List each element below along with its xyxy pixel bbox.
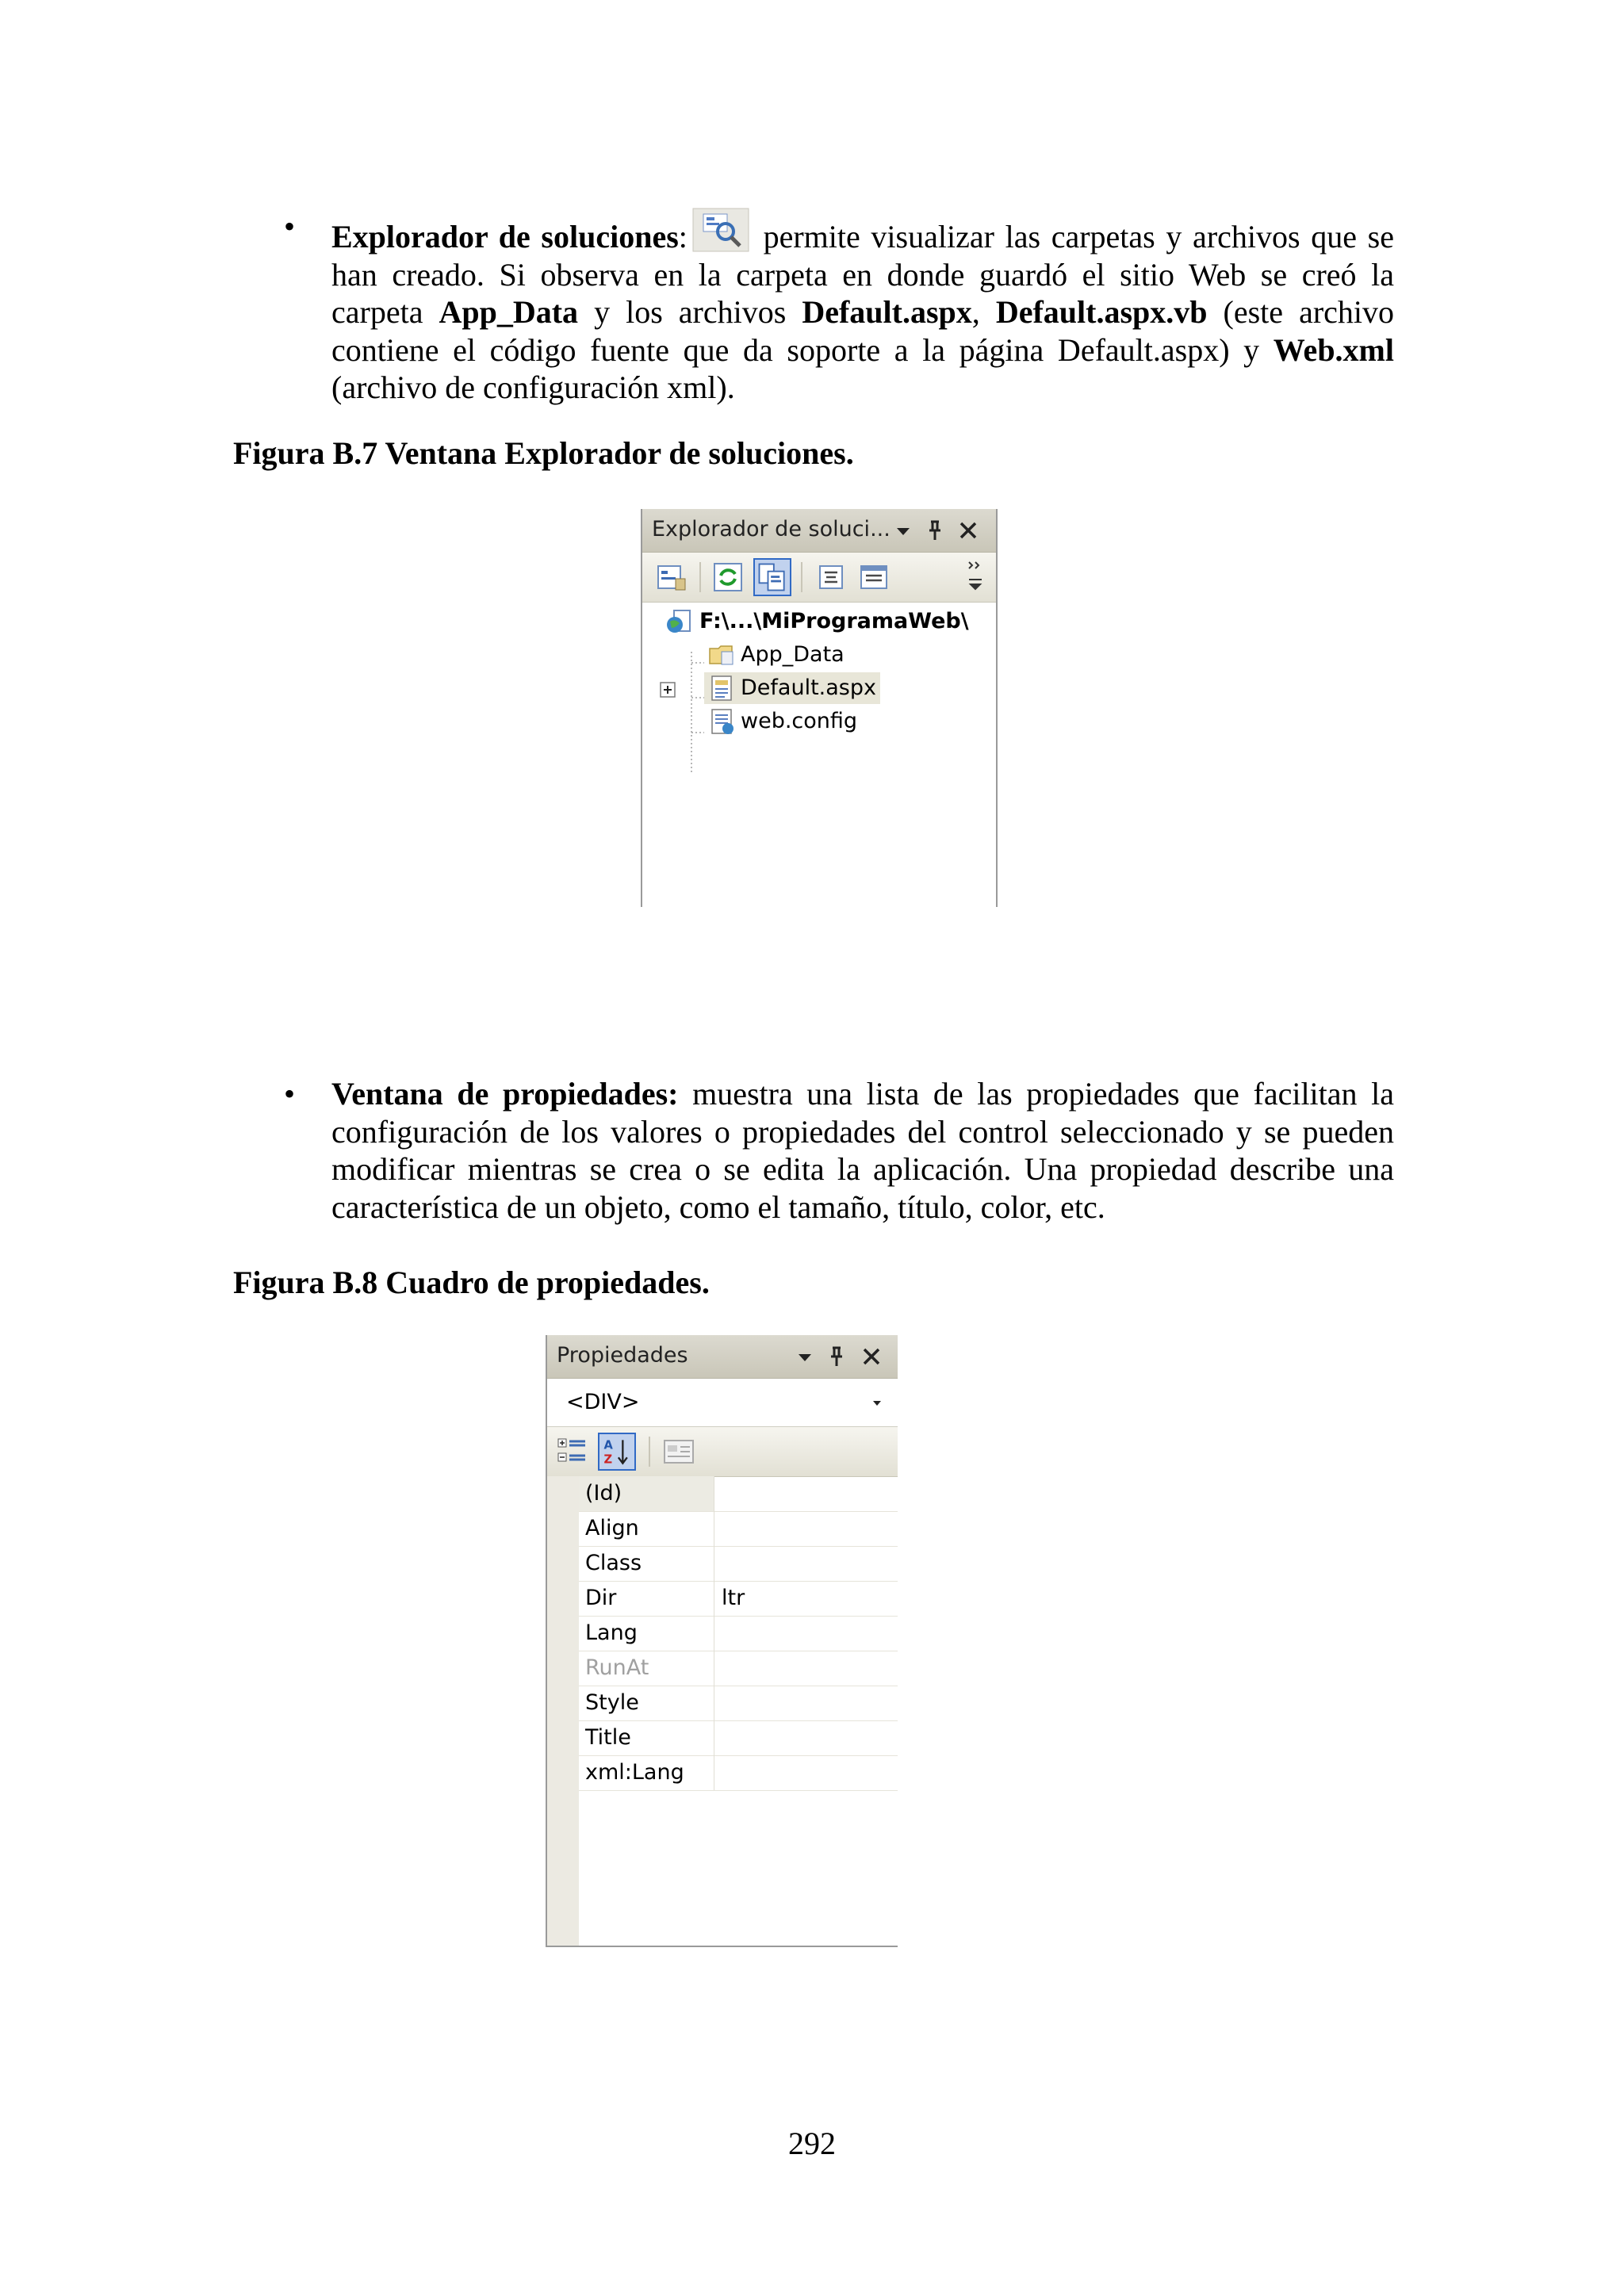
- text-line: Ventana de propiedades: muestra una lista de las propiedades que facilitan la: [331, 1076, 1394, 1112]
- tree-item-default-aspx[interactable]: Default.aspx: [704, 672, 880, 704]
- window-title: Explorador de soluci...: [652, 517, 891, 541]
- term-web-xml: Web.xml: [1273, 331, 1394, 368]
- window-title: Propiedades: [557, 1343, 688, 1368]
- property-row-align[interactable]: Align: [547, 1511, 898, 1547]
- page-number: 292: [788, 2126, 836, 2161]
- chevron-down-icon[interactable]: [866, 1391, 888, 1414]
- text-line: contiene el código fuente que da soporte a la página Default.aspx) y Web.xml: [331, 331, 1394, 368]
- solution-explorer-window: Explorador de soluci... F:\...\MiProgramaWeb\ App_Data Default.aspx web.config: [641, 509, 998, 907]
- bullet-1: •: [284, 209, 296, 244]
- solution-explorer-icon: [692, 208, 749, 252]
- paragraph-solution-explorer: [331, 208, 1394, 407]
- text-line: Explorador de soluciones: permite visualizar las carpetas y archivos que se: [331, 208, 1394, 256]
- property-row-class[interactable]: Class: [547, 1546, 898, 1582]
- svg-text:A: A: [603, 1438, 613, 1452]
- window-titlebar: [642, 509, 996, 553]
- term-app-data: App_Data: [439, 294, 579, 330]
- tree-lines: [685, 652, 704, 796]
- toolbar-separator: [649, 1437, 650, 1467]
- categorized-icon[interactable]: [553, 1433, 592, 1471]
- text-line: (archivo de configuración xml).: [331, 369, 735, 405]
- alphabetical-sort-icon[interactable]: [598, 1433, 636, 1471]
- text-line: configuración de los valores o propiedades del control seleccionado y se pueden: [331, 1113, 1394, 1150]
- pin-icon[interactable]: [921, 517, 948, 544]
- object-selector[interactable]: [547, 1379, 898, 1427]
- view-designer-icon[interactable]: [855, 558, 893, 596]
- property-row-dir[interactable]: Dir ltr: [547, 1581, 898, 1617]
- show-all-files-icon[interactable]: [753, 558, 791, 596]
- text-line: han creado. Si observa en la carpeta en donde guardó el sitio Web se creó la: [331, 256, 1394, 293]
- close-icon[interactable]: [858, 1343, 885, 1370]
- figure-caption-b8: Figura B.8 Cuadro de propiedades.: [233, 1265, 710, 1300]
- figure-caption-b7: Figura B.7 Ventana Explorador de soluciones.: [233, 435, 854, 471]
- property-row-lang[interactable]: Lang: [547, 1616, 898, 1651]
- folder-icon: [707, 641, 736, 669]
- view-code-icon[interactable]: [812, 558, 850, 596]
- toolbar-separator: [699, 562, 701, 592]
- explorer-toolbar: [642, 553, 996, 603]
- bullet-2: •: [284, 1076, 296, 1112]
- refresh-icon[interactable]: [709, 558, 747, 596]
- property-pages-icon[interactable]: [660, 1433, 698, 1471]
- toolbar-separator: [801, 562, 802, 592]
- dropdown-arrow-icon[interactable]: [791, 1343, 818, 1370]
- website-icon: [665, 607, 693, 636]
- text-line: modificar mientras se crea o se edita la aplicación. Una propiedad describe una: [331, 1151, 1394, 1187]
- property-row-id[interactable]: (Id): [547, 1476, 898, 1512]
- close-icon[interactable]: [955, 517, 982, 544]
- pin-icon[interactable]: [823, 1343, 850, 1370]
- properties-window: [546, 1335, 898, 1947]
- term-solution-explorer: Explorador de soluciones: [331, 219, 679, 254]
- property-row-title[interactable]: Title: [547, 1720, 898, 1756]
- properties-icon[interactable]: [652, 558, 690, 596]
- property-row-runat[interactable]: RunAt: [547, 1651, 898, 1686]
- text-line: característica de un objeto, como el tamaño, título, color, etc.: [331, 1188, 1105, 1225]
- property-row-style[interactable]: Style: [547, 1686, 898, 1721]
- aspx-file-icon: [707, 674, 736, 702]
- svg-text:Z: Z: [603, 1452, 613, 1467]
- config-file-icon: [707, 707, 736, 736]
- text-line: carpeta App_Data y los archivos Default.aspx, Default.aspx.vb (este archivo: [331, 294, 1395, 330]
- properties-toolbar: [547, 1427, 898, 1477]
- window-titlebar: [547, 1335, 898, 1379]
- dropdown-arrow-icon[interactable]: [890, 517, 917, 544]
- term-properties-window: Ventana de propiedades:: [331, 1076, 679, 1112]
- term-default-aspx-vb: Default.aspx.vb: [995, 294, 1208, 330]
- object-selector-value: <DIV>: [566, 1390, 640, 1414]
- toolbar-overflow-icon[interactable]: [963, 556, 988, 594]
- expand-icon[interactable]: [658, 680, 677, 699]
- term-default-aspx: Default.aspx: [802, 294, 972, 330]
- property-row-xml-lang[interactable]: xml:Lang: [547, 1755, 898, 1791]
- paragraph-properties-window: [331, 1075, 1394, 1226]
- property-grid-gutter: [547, 1790, 579, 1946]
